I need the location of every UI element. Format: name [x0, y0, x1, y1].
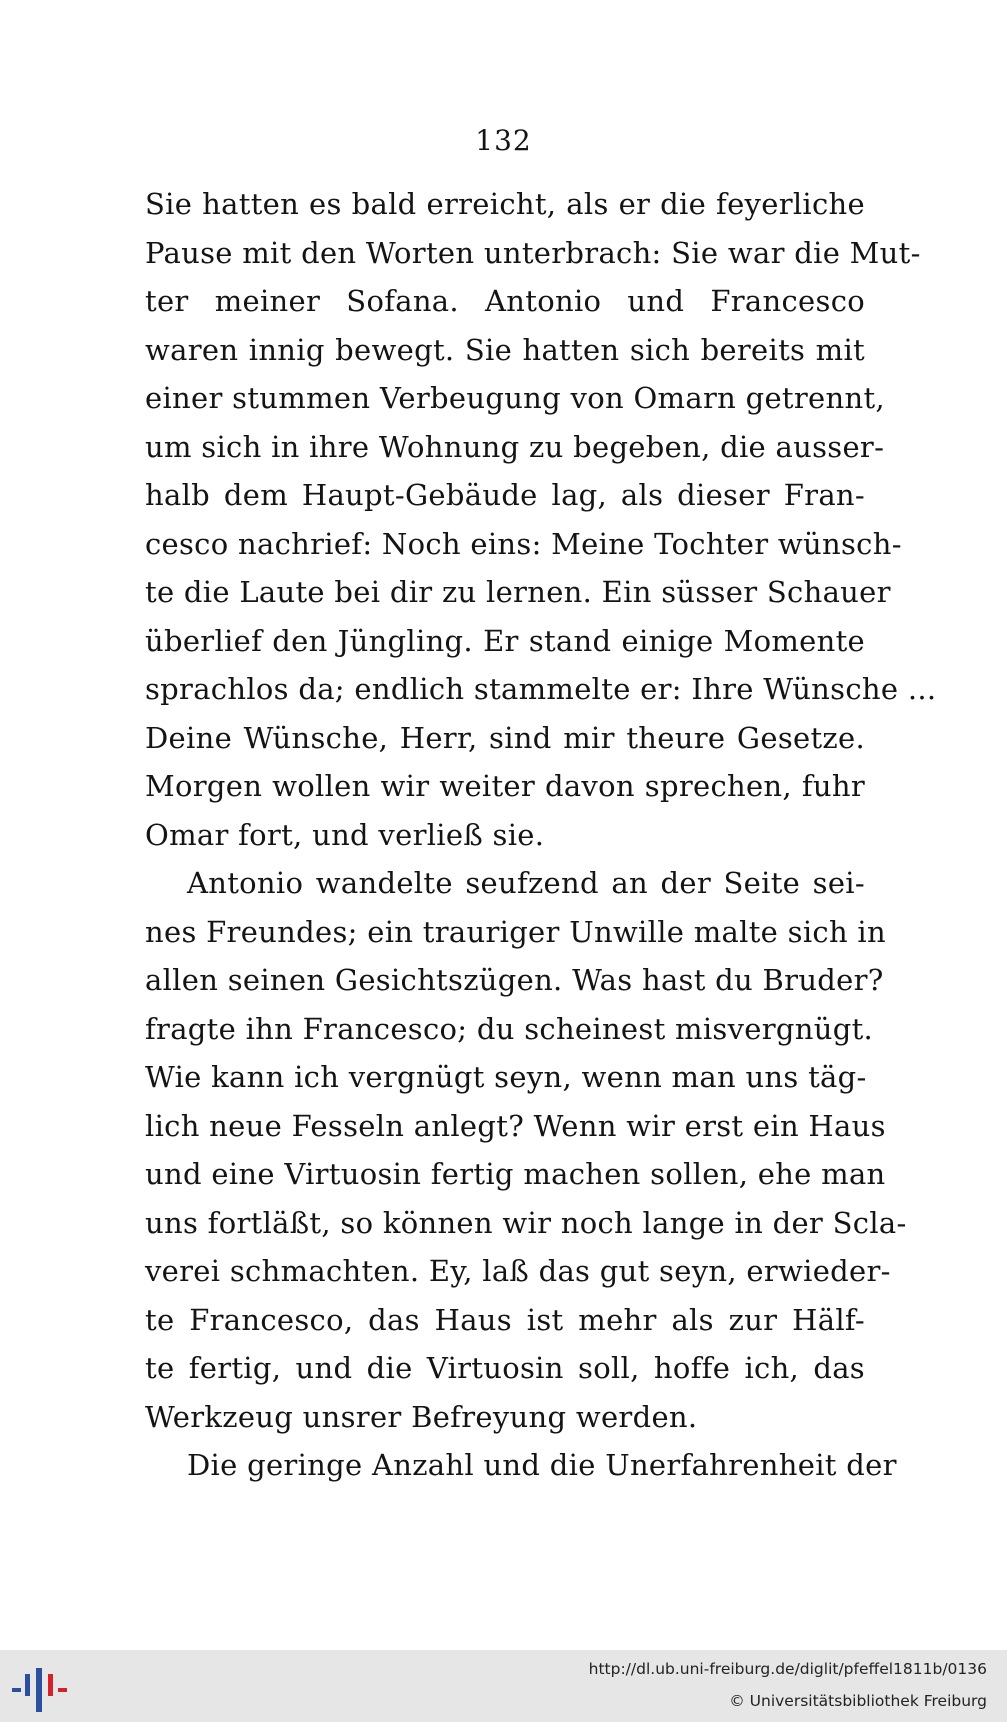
text-line: uns fortläßt, so können wir noch lange in der Scla-: [145, 1205, 907, 1240]
text-line: Omar fort, und verließ sie.: [145, 817, 545, 852]
text-line: ter meiner Sofana. Antonio und Francesco: [145, 284, 865, 318]
text-line: Pause mit den Worten unterbrach: Sie war die Mut-: [145, 235, 921, 270]
page-number: 132: [475, 124, 532, 157]
text-line: Morgen wollen wir weiter davon sprechen, fuhr: [145, 769, 865, 803]
text-line: Antonio wandelte seufzend an der Seite sei-: [187, 866, 865, 900]
text-line: allen seinen Gesichtszügen. Was hast du Bruder?: [145, 963, 884, 997]
text-line: einer stummen Verbeugung von Omarn getrennt,: [145, 381, 885, 415]
text-line: cesco nachrief: Noch eins: Meine Tochter wünsch-: [145, 526, 902, 561]
text-line: te die Laute bei dir zu lernen. Ein süsser Schauer: [145, 575, 891, 609]
text-line: Deine Wünsche, Herr, sind mir theure Gesetze.: [145, 720, 865, 755]
footer-bar: [0, 1650, 1007, 1722]
text-line: überlief den Jüngling. Er stand einige Momente: [145, 623, 865, 658]
text-line: te fertig, und die Virtuosin soll, hoffe ich, das: [145, 1351, 865, 1385]
text-line: te Francesco, das Haus ist mehr als zur Hälf-: [145, 1302, 865, 1337]
text-line: Sie hatten es bald erreicht, als er die feyerliche: [145, 187, 865, 221]
text-line: um sich in ihre Wohnung zu begeben, die ausser-: [145, 429, 885, 464]
text-line: waren innig bewegt. Sie hatten sich bereits mit: [145, 332, 865, 367]
footer-copyright: © Universitätsbibliothek Freiburg: [729, 1692, 987, 1710]
text-line: halb dem Haupt-Gebäude lag, als dieser Fran-: [145, 478, 865, 512]
text-line: lich neue Fesseln anlegt? Wenn wir erst ein Haus: [145, 1108, 886, 1143]
text-line: nes Freundes; ein trauriger Unwille malte sich in: [145, 914, 886, 949]
ub-freiburg-logo-icon: [12, 1668, 68, 1712]
text-line: Die geringe Anzahl und die Unerfahrenheit der: [187, 1448, 897, 1482]
text-line: und eine Virtuosin fertig machen sollen, ehe man: [145, 1157, 886, 1191]
text-line: fragte ihn Francesco; du scheinest misvergnügt.: [145, 1011, 874, 1046]
text-line: verei schmachten. Ey, laß das gut seyn, erwieder-: [145, 1254, 891, 1288]
footer-url-link[interactable]: http://dl.ub.uni-freiburg.de/diglit/pfeffel1811b/0136: [588, 1660, 987, 1678]
page-text: [145, 180, 937, 1490]
text-line: Werkzeug unsrer Befreyung werden.: [145, 1399, 698, 1434]
text-line: Wie kann ich vergnügt seyn, wenn man uns täg-: [145, 1060, 867, 1094]
text-line: sprachlos da; endlich stammelte er: Ihre Wünsche ...: [145, 672, 937, 706]
